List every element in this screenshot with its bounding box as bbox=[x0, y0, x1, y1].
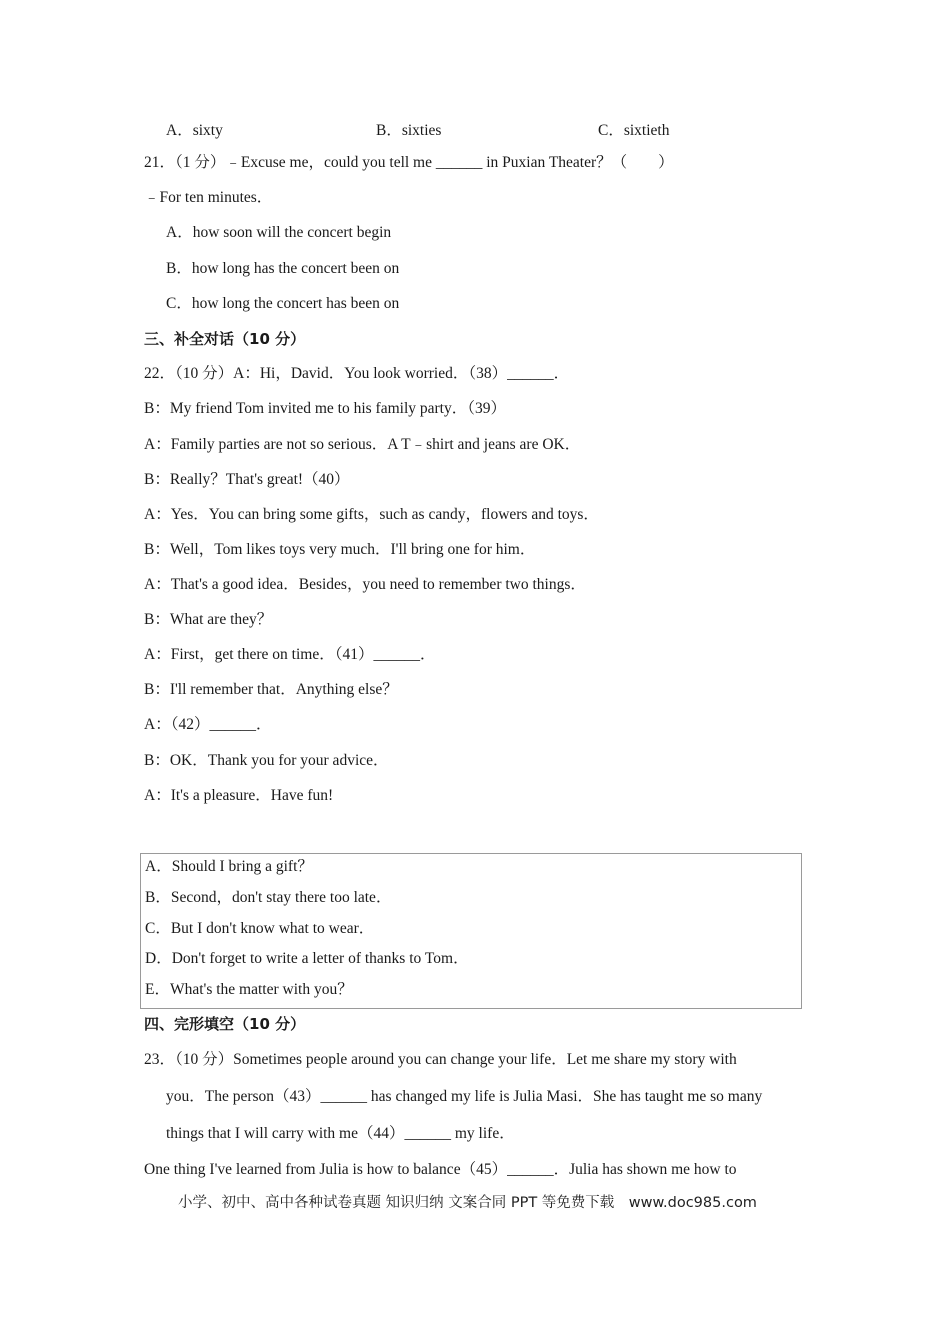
q22-line: 22．（10 分）A：Hi，David．You look worried．（38）______． bbox=[144, 365, 570, 382]
q22-choice-d: D．Don't forget to write a letter of thanks to Tom． bbox=[145, 950, 469, 967]
q22-line: A：（42）______． bbox=[144, 716, 272, 733]
q21-answer-line: ﹣For ten minutes． bbox=[144, 189, 273, 206]
q22-line: B：My friend Tom invited me to his family party．（39） bbox=[144, 400, 506, 417]
q20-options bbox=[0, 118, 950, 138]
q22-line: B：Really？That's great!（40） bbox=[144, 471, 350, 488]
q22-line: A：It's a pleasure．Have fun! bbox=[144, 787, 334, 804]
q20-option-c: C．sixtieth bbox=[598, 122, 670, 139]
section3-title: 三、补全对话（10 分） bbox=[144, 330, 306, 348]
q22-line: B：OK．Thank you for your advice． bbox=[144, 752, 389, 769]
q21-stem: 21．（1 分）﹣Excuse me，could you tell me ______ in Puxian Theater？（ ） bbox=[144, 154, 674, 171]
q23-line4: One thing I've learned from Julia is how to balance（45）______．Julia has shown me how to bbox=[144, 1161, 737, 1178]
page-footer: 小学、初中、高中各种试卷真题 知识归纳 文案合同 PPT 等免费下载 www.doc985.com bbox=[178, 1195, 757, 1211]
section4-title: 四、完形填空（10 分） bbox=[144, 1015, 306, 1033]
q21-option-b: B．how long has the concert been on bbox=[166, 260, 400, 277]
q22-line: B：Well，Tom likes toys very much．I'll bring one for him． bbox=[144, 541, 536, 558]
q22-choice-a: A．Should I bring a gift？ bbox=[145, 858, 313, 875]
q22-choice-b: B．Second，don't stay there too late． bbox=[145, 889, 392, 906]
q22-line: A：That's a good idea．Besides，you need to remember two things． bbox=[144, 576, 586, 593]
q20-option-a: A．sixty bbox=[166, 122, 223, 139]
q21-option-a: A．how soon will the concert begin bbox=[166, 224, 392, 241]
q22-line: B：What are they？ bbox=[144, 611, 273, 628]
q22-line: A：First，get there on time．（41）______． bbox=[144, 646, 436, 663]
q22-line: A：Family parties are not so serious．A T﹣shirt and jeans are OK． bbox=[144, 436, 581, 453]
q23-line2: you．The person（43）______ has changed my life is Julia Masi．She has taught me so many bbox=[166, 1088, 763, 1105]
q22-choices-box bbox=[140, 853, 802, 1009]
q22-line: A：Yes．You can bring some gifts，such as candy，flowers and toys． bbox=[144, 506, 599, 523]
q22-choice-c: C．But I don't know what to wear． bbox=[145, 920, 375, 937]
q20-option-b: B．sixties bbox=[376, 122, 442, 139]
q21-option-c: C．how long the concert has been on bbox=[166, 295, 400, 312]
q22-choice-e: E．What's the matter with you？ bbox=[145, 981, 353, 998]
q22-line: B：I'll remember that．Anything else？ bbox=[144, 681, 398, 698]
q23-line1: 23．（10 分）Sometimes people around you can change your life．Let me share my story with bbox=[144, 1051, 737, 1068]
q23-line3: things that I will carry with me（44）______ my life． bbox=[166, 1125, 515, 1142]
